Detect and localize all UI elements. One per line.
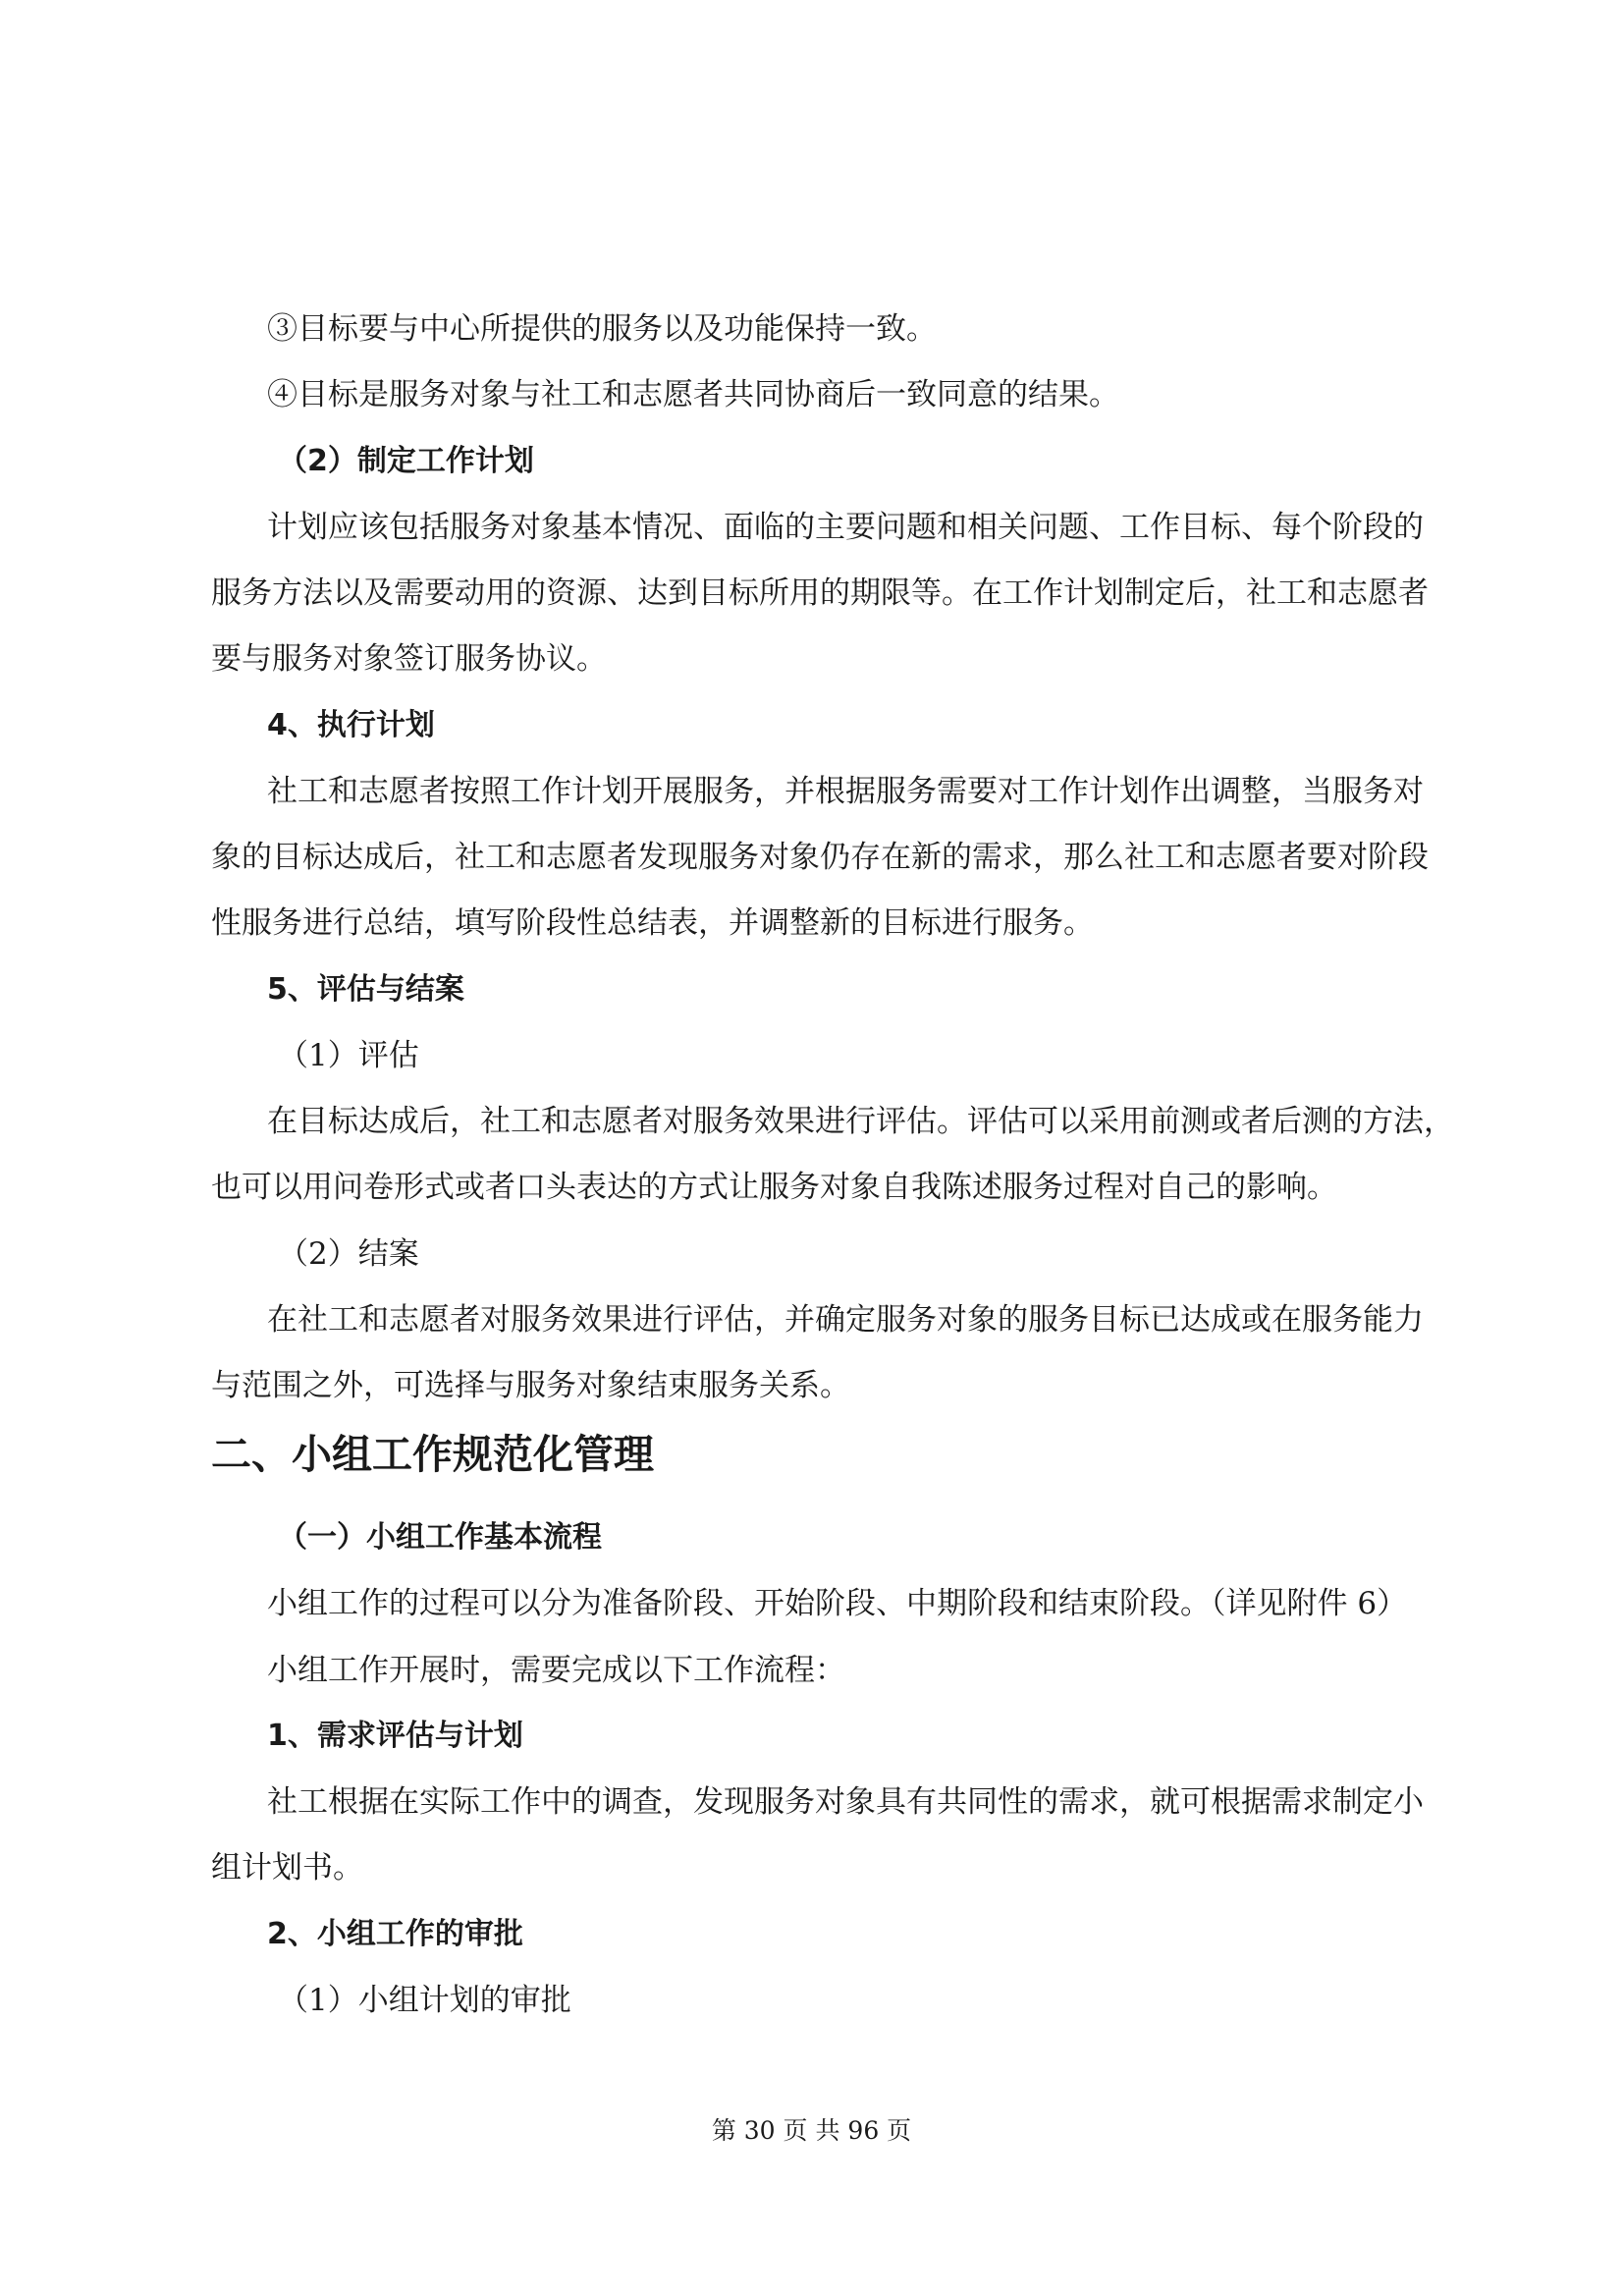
paragraph-line: 社工和志愿者按照工作计划开展服务，并根据服务需要对工作计划作出调整，当服务对 xyxy=(267,774,1424,809)
section-heading: （一）小组工作基本流程 xyxy=(278,1520,602,1555)
paragraph-line: 社工根据在实际工作中的调查，发现服务对象具有共同性的需求，就可根据需求制定小 xyxy=(267,1784,1424,1820)
section-heading: 1、需求评估与计划 xyxy=(267,1719,523,1753)
paragraph-line: 在目标达成后，社工和志愿者对服务效果进行评估。评估可以采用前测或者后测的方法， xyxy=(267,1104,1454,1139)
paragraph-line: 与范围之外，可选择与服务对象结束服务关系。 xyxy=(211,1368,850,1403)
paragraph-line: 小组工作的过程可以分为准备阶段、开始阶段、中期阶段和结束阶段。（详见附件 6） xyxy=(267,1586,1408,1621)
chapter-heading: 二、小组工作规范化管理 xyxy=(211,1431,654,1478)
paragraph-line: ④目标是服务对象与社工和志愿者共同协商后一致同意的结果。 xyxy=(267,377,1119,412)
section-heading: （2）制定工作计划 xyxy=(278,444,534,478)
paragraph-line: 计划应该包括服务对象基本情况、面临的主要问题和相关问题、工作目标、每个阶段的 xyxy=(267,510,1424,545)
paragraph-line: 性服务进行总结，填写阶段性总结表，并调整新的目标进行服务。 xyxy=(211,905,1094,941)
paragraph-line: 象的目标达成后，社工和志愿者发现服务对象仍存在新的需求，那么社工和志愿者要对阶段 xyxy=(211,840,1429,875)
paragraph-line: 组计划书。 xyxy=(211,1850,363,1886)
section-heading: 2、小组工作的审批 xyxy=(267,1917,523,1951)
subsection-label: （2）结案 xyxy=(278,1236,419,1272)
page-footer: 第 30 页 共 96 页 xyxy=(711,2116,912,2145)
section-heading: 5、评估与结案 xyxy=(267,972,464,1007)
subsection-label: （1）评估 xyxy=(278,1038,419,1073)
paragraph-line: 在社工和志愿者对服务效果进行评估，并确定服务对象的服务目标已达成或在服务能力 xyxy=(267,1302,1424,1338)
paragraph-line: 小组工作开展时，需要完成以下工作流程： xyxy=(267,1653,845,1688)
paragraph-line: 也可以用问卷形式或者口头表达的方式让服务对象自我陈述服务过程对自己的影响。 xyxy=(211,1170,1337,1205)
paragraph-line: ③目标要与中心所提供的服务以及功能保持一致。 xyxy=(267,311,937,347)
paragraph-line: 要与服务对象签订服务协议。 xyxy=(211,641,607,677)
section-heading: 4、执行计划 xyxy=(267,708,435,742)
subsection-label: （1）小组计划的审批 xyxy=(278,1983,571,2018)
paragraph-line: 服务方法以及需要动用的资源、达到目标所用的期限等。在工作计划制定后，社工和志愿者 xyxy=(211,575,1429,611)
